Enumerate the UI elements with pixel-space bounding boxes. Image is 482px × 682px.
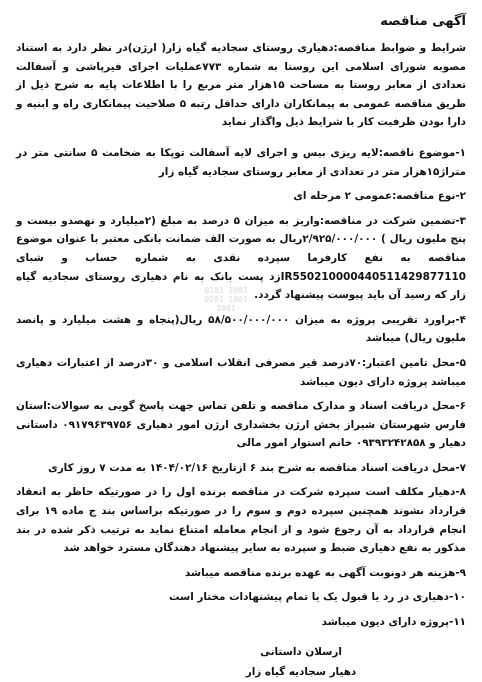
binary-watermark — [186, 286, 266, 326]
notice-item-subject: ۱-موضوع ناقصه:لایه ریزی بیس و اجرای لایه آسفالت توپکا به ضخامت ۵ سانتی متر در متراژ۱۵هزار متر در تعدادی از معابر روستای سجادیه گیاه زار — [16, 146, 466, 178]
notice-item-debts: ۱۱-پروژه دارای دیون میباشد — [321, 616, 466, 629]
notice-item-documents-contact: ۶-محل دریافت اسناد و مدارک مناقصه و تلفن تماس جهت پاسخ گویی به سوالات:استان فارس شهرستان شیراز بخش ارژن بخشداری ارژن امور دهیاری ۰۹۱۷۹۶۳۹۷۵۶ داستانی دهیار و ۰۹۳۹۳۲۴۲۸۵۸ خانم استوار امور مالی — [16, 400, 466, 450]
notice-title: آگهی مناقصه — [380, 14, 466, 29]
notice-item-forfeit-deposit: ۸-دهیار مکلف است سپرده شرکت در مناقصه برنده اول را در صورتیکه حاظر به انعقاد قرارداد نشوند همچنین سپرده دوم و سوم را در صورتیکه براساس بند ج ماده ۱۹ برای انجام قرارداد به آن رجوع شود و از انجام معامله امتناع نماید به ترتیب ذکر شده در بند مذکور به نفع دهیاری ضبط و سپرده به سایر پیشنهاد دهندگان مسترد خواهد شد — [16, 486, 466, 555]
notice-item-tender-type: ۲-نوع مناقصه:عمومی ۲ مرحله ای — [293, 190, 466, 203]
signature-name: ارسلان داستانی — [260, 645, 342, 658]
notice-item-ad-costs: ۹-هزینه هر دونوبت آگهی به عهده برنده مناقصه میباشد — [184, 566, 466, 579]
notice-item-receipt-period: ۷-محل دریافت اسناد مناقصه به شرح بند ۶ ازتاریخ ۱۴۰۴/۰۲/۱۶ به مدت ۷ روز کاری — [48, 461, 466, 474]
notice-item-guarantee: ۳-تضمین شرکت در مناقصه:واریز به میزان ۵ درصد به مبلغ (۲میلیارد و نهصدو بیست و پنج ملیون ریال ) ۲/۹۲۵/۰۰۰/۰۰۰ریال به صورت الف ضمانت بانکی معتبر با عنوان موضوع مناقصه به نفع کارفرما سپرده نقدی به شماره حساب و شبای IR550210000440511429877110زد پست بانک به نام دهیاری روستای سجادیه گیاه زار که رسید آن باید پیوست پیشنهاد گردد. — [16, 214, 467, 302]
notice-item-funding: ۵-محل تامین اعتبار:۷۰درصد قیر مصرفی انقلاب اسلامی و ۳۰درصد از اعتبارات دهیاری میباشد پروژه دارای دیون میباشد — [16, 356, 466, 388]
notice-item-rejection-right: ۱۰-دهیاری در رد یا قبول یک یا تمام پیشنهادات مختار است — [169, 591, 466, 604]
notice-intro: شرایط و ضوابط مناقصه:دهیاری روستای سجادیه گیاه زار( ارژن)در نظر دارد به استناد مصوبه شورای اسلامی این روستا به شماره ۷۷۳عملیات اجرای فیرپاشی و آسفالت تعدادی از معابر روستا به مساحت ۱۵هزار متر مربع را با اطلاعات پایه به شرح ذیل از طریق مناقصه عمومی به پیمانکاران دارای حداقل رتبه ۵ صلاحیت پیمانکاری راه و ابنیه و دارا بودن ظرفیت کار با شرایط ذیل واگذار نماید — [16, 42, 466, 129]
signature-block — [16, 642, 466, 682]
watermark-text: 0101 1001 0101 1001 1001 — [204, 286, 248, 313]
notice-item-estimate: ۴-براورد تقریبی پروژه به میزان ۵۸/۵۰۰/۰۰۰/۰۰۰ ریال(پنجاه و هشت میلیارد و پانصد ملیون ریال) میباشد — [16, 313, 467, 345]
signature-role: دهیار سجادیه گیاه زار — [245, 665, 357, 678]
